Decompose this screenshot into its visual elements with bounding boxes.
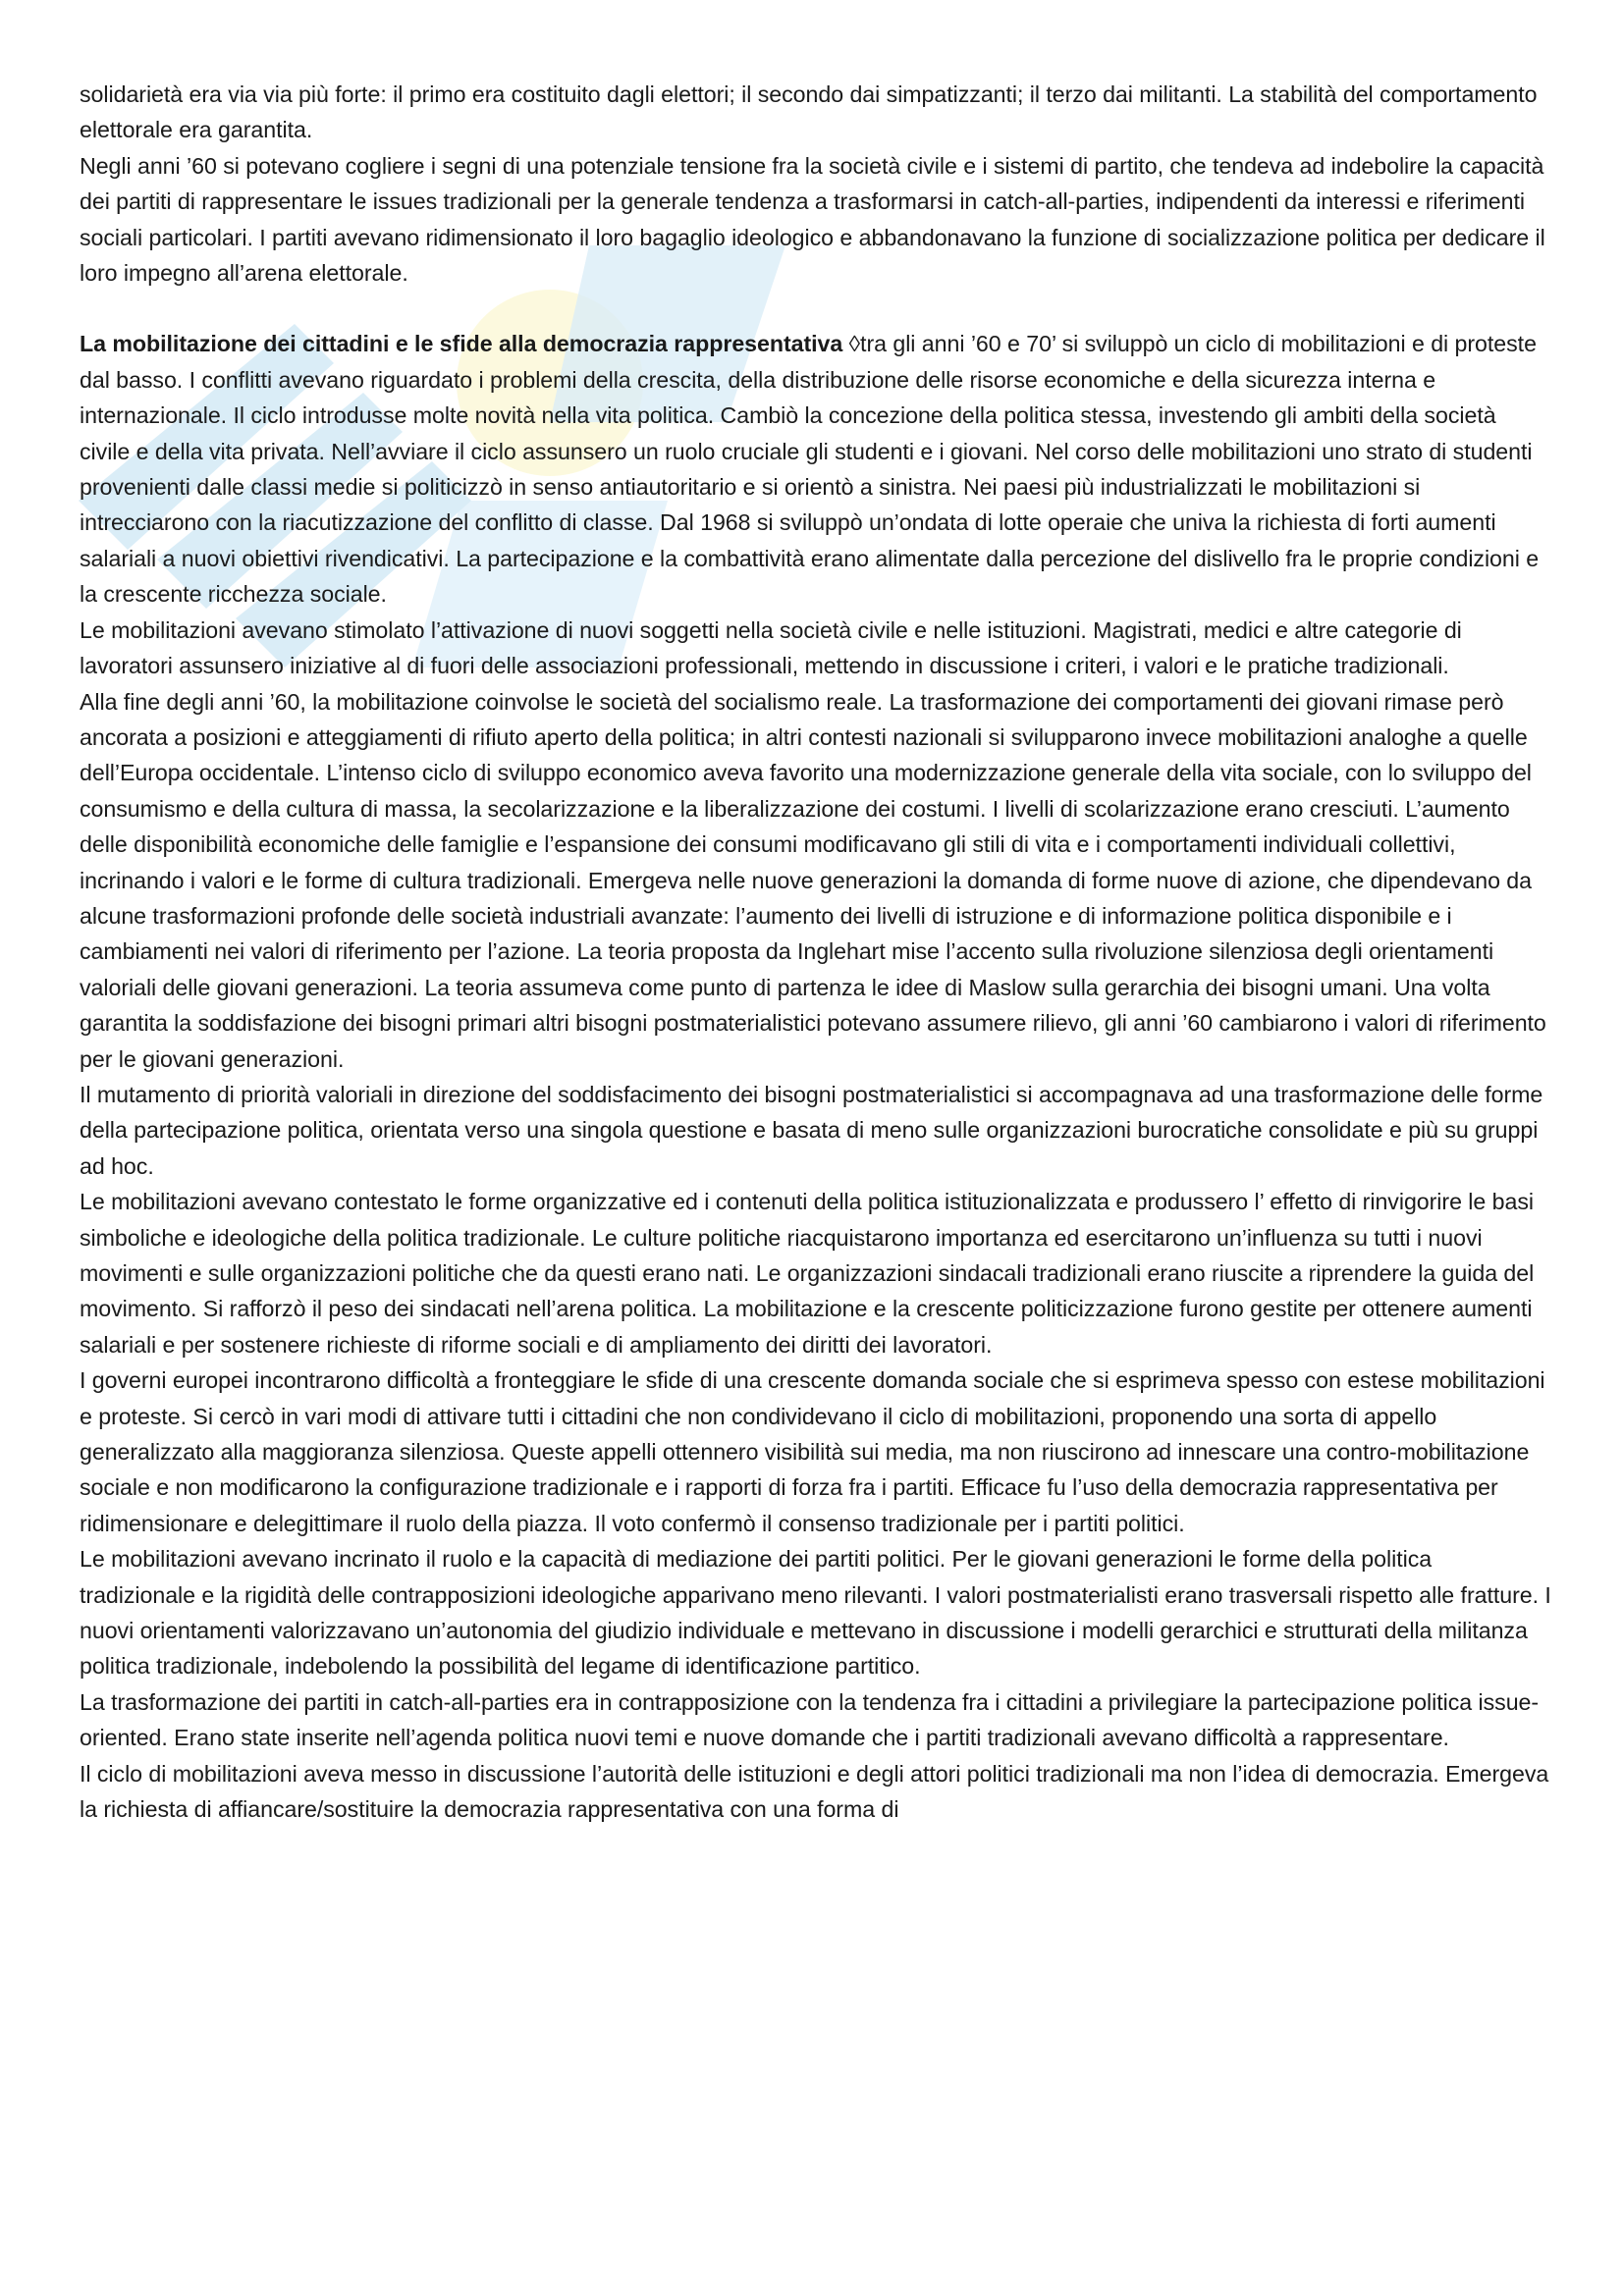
paragraph-spacer bbox=[80, 291, 1552, 326]
paragraph-7: Le mobilitazioni avevano contestato le forme organizzative ed i contenuti della politica istituzionalizzata e produssero l’ effetto di rinvigorire le basi simboliche e ideologiche della politica tradizionale. Le culture politiche riacquistarono importanza ed esercitarono un’influenza su tutti i nuovi movimenti e sulle organizzazioni politiche che da questi erano nati. Le organizzazioni sindacali tradizionali erano riuscite a riprendere la guida del movimento. Si rafforzò il peso dei sindacati nell’arena politica. La mobilitazione e la crescente politicizzazione furono gestite per ottenere aumenti salariali e per sostenere richieste di riforme sociali e di ampliamento dei diritti dei lavoratori. bbox=[80, 1189, 1535, 1358]
document-body bbox=[80, 77, 1552, 1828]
section-heading-text: ◊tra gli anni ’60 e 70’ si sviluppò un ciclo di mobilitazioni e di proteste dal basso. I conflitti avevano riguardato i problemi della crescita, della distribuzione delle risorse economiche e della sicurezza interna e internazionale. Il ciclo introdusse molte novità nella vita politica. Cambiò la concezione della politica stessa, investendo gli ambiti della società civile e della vita privata. Nell’avviare il ciclo assunsero un ruolo cruciale gli studenti e i giovani. Nel corso delle mobilitazioni uno strato di studenti provenienti dalle classi medie si politicizzò in senso antiautoritario e si orientò a sinistra. Nei paesi più industrializzati le mobilitazioni si intrecciarono con la riacutizzazione del conflitto di classe. Dal 1968 si sviluppò un’ondata di lotte operaie che univa la richiesta di forti aumenti salariali a nuovi obiettivi rivendicativi. La partecipazione e la combattività erano alimentate dalla percezione del dislivello fra le proprie condizioni e la crescente ricchezza sociale. bbox=[80, 331, 1540, 608]
paragraph-11: Il ciclo di mobilitazioni aveva messo in discussione l’autorità delle istituzioni e degli attori politici tradizionali ma non l’idea di democrazia. Emergeva la richiesta di affiancare/sostituire la democrazia rappresentativa con una forma di bbox=[80, 1760, 1549, 1823]
paragraph-9: Le mobilitazioni avevano incrinato il ruolo e la capacità di mediazione dei partiti politici. Per le giovani generazioni le forme della politica tradizionale e la rigidità delle contrapposizioni ideologiche apparivano meno rilevanti. I valori postmaterialisti erano trasversali rispetto alle fratture. I nuovi orientamenti valorizzavano un’autonomia del giudizio individuale e mettevano in discussione i modelli gerarchici e strutturati della militanza politica tradizionale, indebolendo la possibilità del legame di identificazione partitico. bbox=[80, 1546, 1551, 1680]
section-heading: La mobilitazione dei cittadini e le sfide alla democrazia rappresentativa bbox=[80, 331, 843, 357]
paragraph-10: La trasformazione dei partiti in catch-all-parties era in contrapposizione con la tendenza fra i cittadini a privilegiare la partecipazione politica issue-oriented. Erano state inserite nell’agenda politica nuovi temi e nuove domande che i partiti tradizionali avevano difficoltà a rappresentare. bbox=[80, 1688, 1540, 1751]
paragraph-2: Negli anni ’60 si potevano cogliere i segni di una potenziale tensione fra la società civile e i sistemi di partito, che tendeva ad indebolire la capacità dei partiti di rappresentare le issues tradizionali per la generale tendenza a trasformarsi in catch-all-parties, indipendenti da interessi e riferimenti sociali particolari. I partiti avevano ridimensionato il loro bagaglio ideologico e abbandonavano la funzione di socializzazione politica per dedicare il loro impegno all’arena elettorale. bbox=[80, 152, 1545, 287]
paragraph-6: Il mutamento di priorità valoriali in direzione del soddisfacimento dei bisogni postmaterialistici si accompagnava ad una trasformazione delle forme della partecipazione politica, orientata verso una singola questione e basata di meno sulle organizzazioni burocratiche consolidate e più su gruppi ad hoc. bbox=[80, 1081, 1543, 1179]
paragraph-4: Le mobilitazioni avevano stimolato l’attivazione di nuovi soggetti nella società civile e nelle istituzioni. Magistrati, medici e altre categorie di lavoratori assunsero iniziative al di fuori delle associazioni professionali, mettendo in discussione i criteri, i valori e le pratiche tradizionali. bbox=[80, 616, 1462, 679]
paragraph-5: Alla fine degli anni ’60, la mobilitazione coinvolse le società del socialismo reale. La trasformazione dei comportamenti dei giovani rimase però ancorata a posizioni e atteggiamenti di rifiuto aperto della politica; in altri contesti nazionali si svilupparono invece mobilitazioni analoghe a quelle dell’Europa occidentale. L’intenso ciclo di sviluppo economico aveva favorito una modernizzazione generale della vita sociale, con lo sviluppo del consumismo e della cultura di massa, la secolarizzazione e la liberalizzazione dei costumi. I livelli di scolarizzazione erano cresciuti. L’aumento delle disponibilità economiche delle famiglie e l’espansione dei consumi modificavano gli stili di vita e i comportamenti individuali collettivi, incrinando i valori e le forme di cultura tradizionali. Emergeva nelle nuove generazioni la domanda di forme nuove di azione, che dipendevano da alcune trasformazioni profonde delle società industriali avanzate: l’aumento dei livelli di istruzione e di informazione politica disponibile e i cambiamenti nei valori di riferimento per l’azione. La teoria proposta da Inglehart mise l’accento sulla rivoluzione silenziosa degli orientamenti valoriali delle giovani generazioni. La teoria assumeva come punto di partenza le idee di Maslow sulla gerarchia dei bisogni umani. Una volta garantita la soddisfazione dei bisogni primari altri bisogni postmaterialistici potevano assumere rilievo, gli anni ’60 cambiarono i valori di riferimento per le giovani generazioni. bbox=[80, 688, 1546, 1072]
paragraph-1: solidarietà era via via più forte: il primo era costituito dagli elettori; il secondo dai simpatizzanti; il terzo dai militanti. La stabilità del comportamento elettorale era garantita. bbox=[80, 81, 1538, 143]
paragraph-3 bbox=[80, 326, 1552, 612]
paragraph-8: I governi europei incontrarono difficoltà a fronteggiare le sfide di una crescente domanda sociale che si esprimeva spesso con estese mobilitazioni e proteste. Si cercò in vari modi di attivare tutti i cittadini che non condividevano il ciclo di mobilitazioni, proponendo una sorta di appello generalizzato alla maggioranza silenziosa. Queste appelli ottennero visibilità sui media, ma non riuscirono ad innescare una contro-mobilitazione sociale e non modificarono la configurazione tradizionale e i rapporti di forza fra i partiti. Efficace fu l’uso della democrazia rappresentativa per ridimensionare e delegittimare il ruolo della piazza. Il voto confermò il consenso tradizionale per i partiti politici. bbox=[80, 1367, 1545, 1536]
